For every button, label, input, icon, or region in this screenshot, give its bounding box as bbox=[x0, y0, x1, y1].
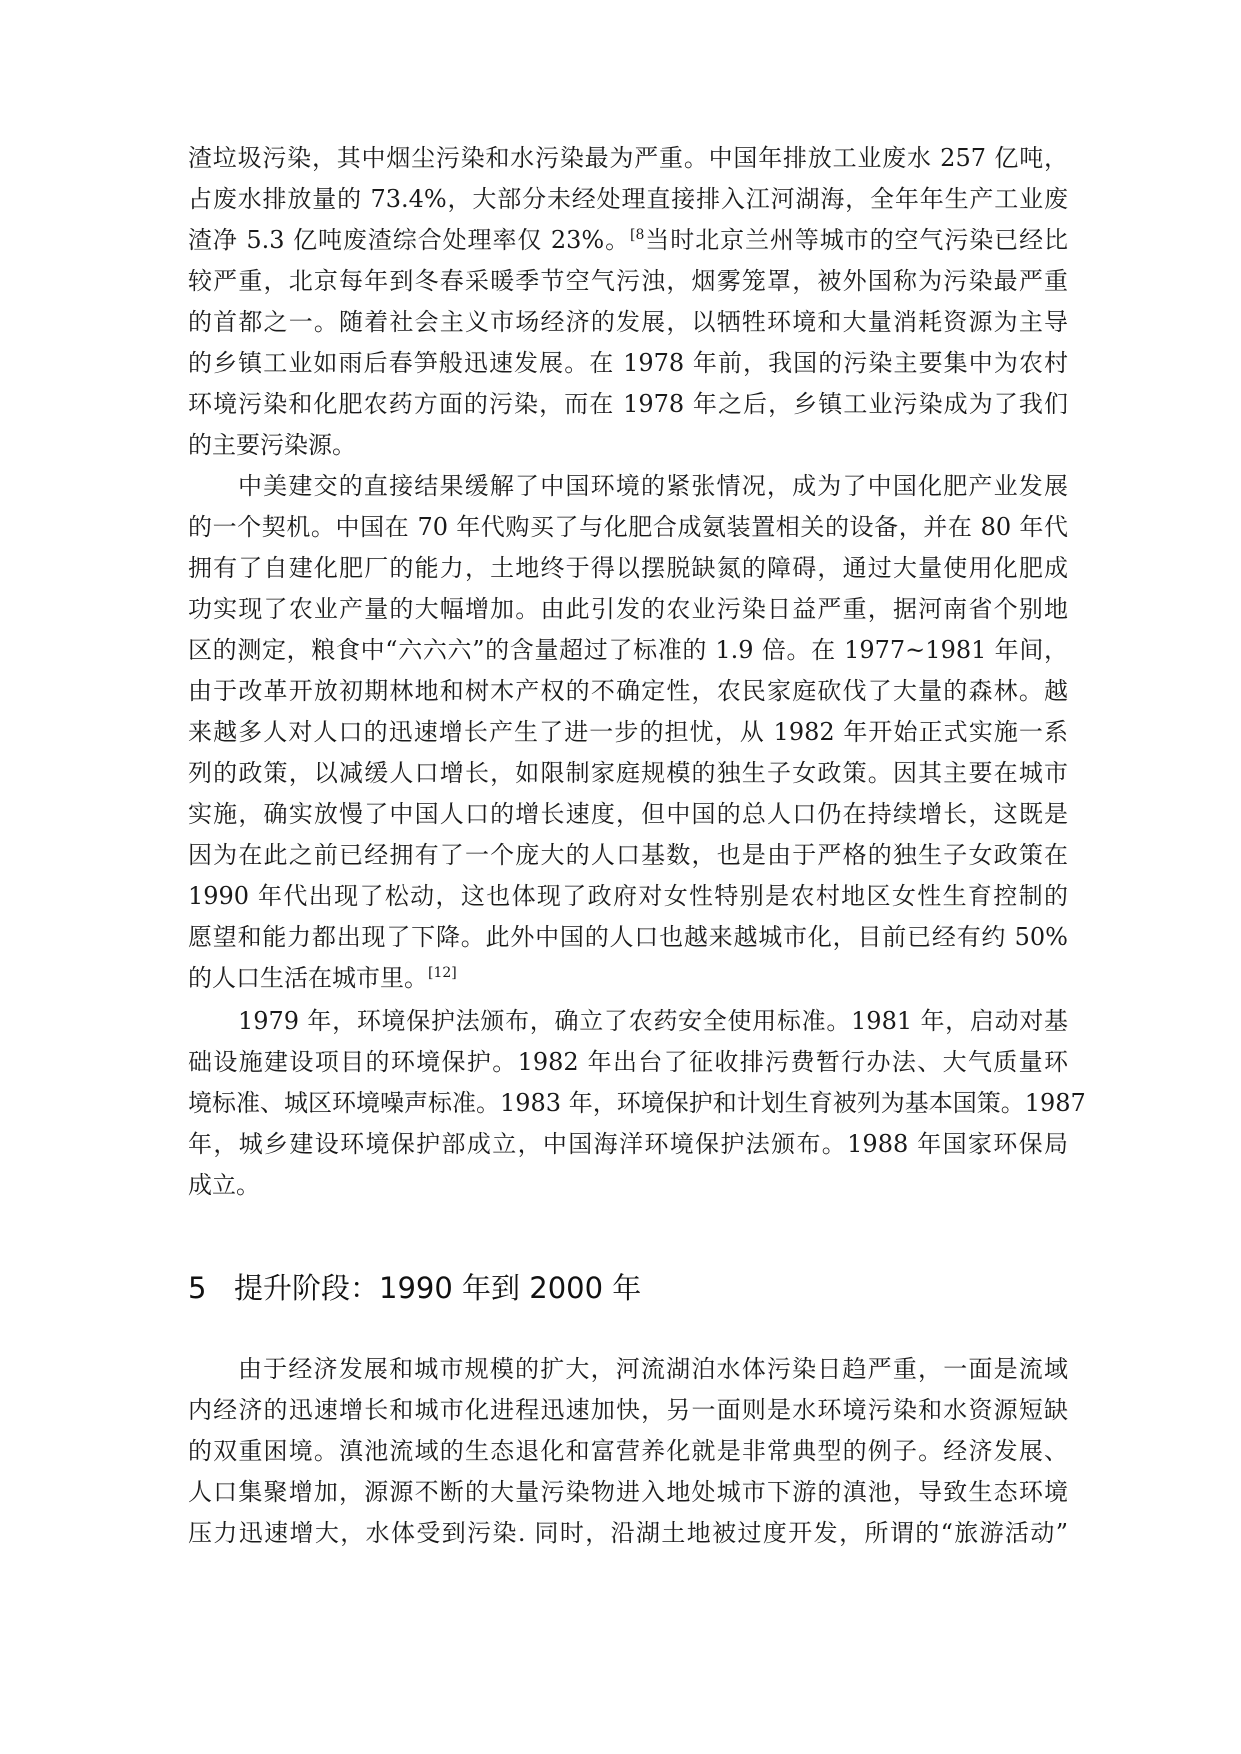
section-heading bbox=[188, 1268, 641, 1308]
text-line: 的一个契机。中国在 70 年代购买了与化肥合成氨装置相关的设备，并在 80 年代 bbox=[188, 513, 1068, 541]
text-line: 1990 年代出现了松动，这也体现了政府对女性特别是农村地区女性生育控制的 bbox=[188, 882, 1068, 910]
text-line: 列的政策，以减缓人口增长，如限制家庭规模的独生子女政策。因其主要在城市 bbox=[188, 759, 1068, 787]
text-line: 较严重，北京每年到冬春采暖季节空气污浊，烟雾笼罩，被外国称为污染最严重 bbox=[188, 267, 1068, 295]
paragraph-3 bbox=[188, 1001, 1086, 1206]
citation-marker: [12] bbox=[428, 965, 457, 981]
text-segment: 渣净 5.3 亿吨废渣综合处理率仅 23%。 bbox=[188, 226, 631, 254]
text-line: 的双重困境。滇池流域的生态退化和富营养化就是非常典型的例子。经济发展、 bbox=[188, 1437, 1068, 1465]
text-line: 的主要污染源。 bbox=[188, 431, 356, 459]
text-line: 人口集聚增加，源源不断的大量污染物进入地处城市下游的滇池，导致生态环境 bbox=[188, 1478, 1068, 1506]
text-line: 因为在此之前已经拥有了一个庞大的人口基数，也是由于严格的独生子女政策在 bbox=[188, 841, 1068, 869]
paragraph-2 bbox=[188, 466, 1068, 999]
text-line: 的乡镇工业如雨后春笋般迅速发展。在 1978 年前，我国的污染主要集中为农村 bbox=[188, 349, 1068, 377]
text-line: 愿望和能力都出现了下降。此外中国的人口也越来越城市化，目前已经有约 50% bbox=[188, 923, 1068, 951]
text-line: 中美建交的直接结果缓解了中国环境的紧张情况，成为了中国化肥产业发展 bbox=[238, 472, 1068, 500]
text-line: 渣垃圾污染，其中烟尘污染和水污染最为严重。中国年排放工业废水 257 亿吨， bbox=[188, 144, 1068, 172]
text-line: 环境污染和化肥农药方面的污染，而在 1978 年之后，乡镇工业污染成为了我们 bbox=[188, 390, 1068, 418]
text-line: 内经济的迅速增长和城市化进程迅速加快，另一面则是水环境污染和水资源短缺 bbox=[188, 1396, 1068, 1424]
text-line bbox=[188, 958, 1068, 999]
text-line: 功实现了农业产量的大幅增加。由此引发的农业污染日益严重，据河南省个别地 bbox=[188, 595, 1068, 623]
paragraph-1 bbox=[188, 138, 1068, 466]
text-line: 1979 年，环境保护法颁布，确立了农药安全使用标准。1981 年，启动对基 bbox=[238, 1007, 1068, 1035]
text-line: 境标准、城区环境噪声标准。1983 年，环境保护和计划生育被列为基本国策。1987 bbox=[188, 1089, 1086, 1117]
text-line: 拥有了自建化肥厂的能力，土地终于得以摆脱缺氮的障碍，通过大量使用化肥成 bbox=[188, 554, 1068, 582]
section-title: 提升阶段：1990 年到 2000 年 bbox=[234, 1271, 642, 1305]
text-line bbox=[188, 220, 1068, 261]
text-line: 由于经济发展和城市规模的扩大，河流湖泊水体污染日趋严重，一面是流域 bbox=[238, 1355, 1068, 1383]
section-number: 5 bbox=[188, 1271, 207, 1305]
text-line: 实施，确实放慢了中国人口的增长速度，但中国的总人口仍在持续增长，这既是 bbox=[188, 800, 1068, 828]
citation-marker: [8 bbox=[630, 227, 645, 243]
text-line: 由于改革开放初期林地和树木产权的不确定性，农民家庭砍伐了大量的森林。越 bbox=[188, 677, 1068, 705]
text-segment: 的人口生活在城市里。 bbox=[188, 964, 428, 992]
text-line: 压力迅速增大，水体受到污染. 同时，沿湖土地被过度开发，所谓的“旅游活动” bbox=[188, 1519, 1068, 1547]
text-line: 占废水排放量的 73.4%，大部分未经处理直接排入江河湖海，全年年生产工业废 bbox=[188, 185, 1068, 213]
text-line: 区的测定，粮食中“六六六”的含量超过了标准的 1.9 倍。在 1977~1981 年间， bbox=[188, 636, 1068, 664]
text-line: 年，城乡建设环境保护部成立，中国海洋环境保护法颁布。1988 年国家环保局 bbox=[188, 1130, 1068, 1158]
text-line: 成立。 bbox=[188, 1171, 260, 1199]
text-line: 来越多人对人口的迅速增长产生了进一步的担忧，从 1982 年开始正式实施一系 bbox=[188, 718, 1068, 746]
paragraph-4 bbox=[188, 1349, 1068, 1554]
text-segment: 当时北京兰州等城市的空气污染已经比 bbox=[644, 226, 1068, 254]
text-line: 础设施建设项目的环境保护。1982 年出台了征收排污费暂行办法、大气质量环 bbox=[188, 1048, 1068, 1076]
text-line: 的首都之一。随着社会主义市场经济的发展，以牺牲环境和大量消耗资源为主导 bbox=[188, 308, 1068, 336]
